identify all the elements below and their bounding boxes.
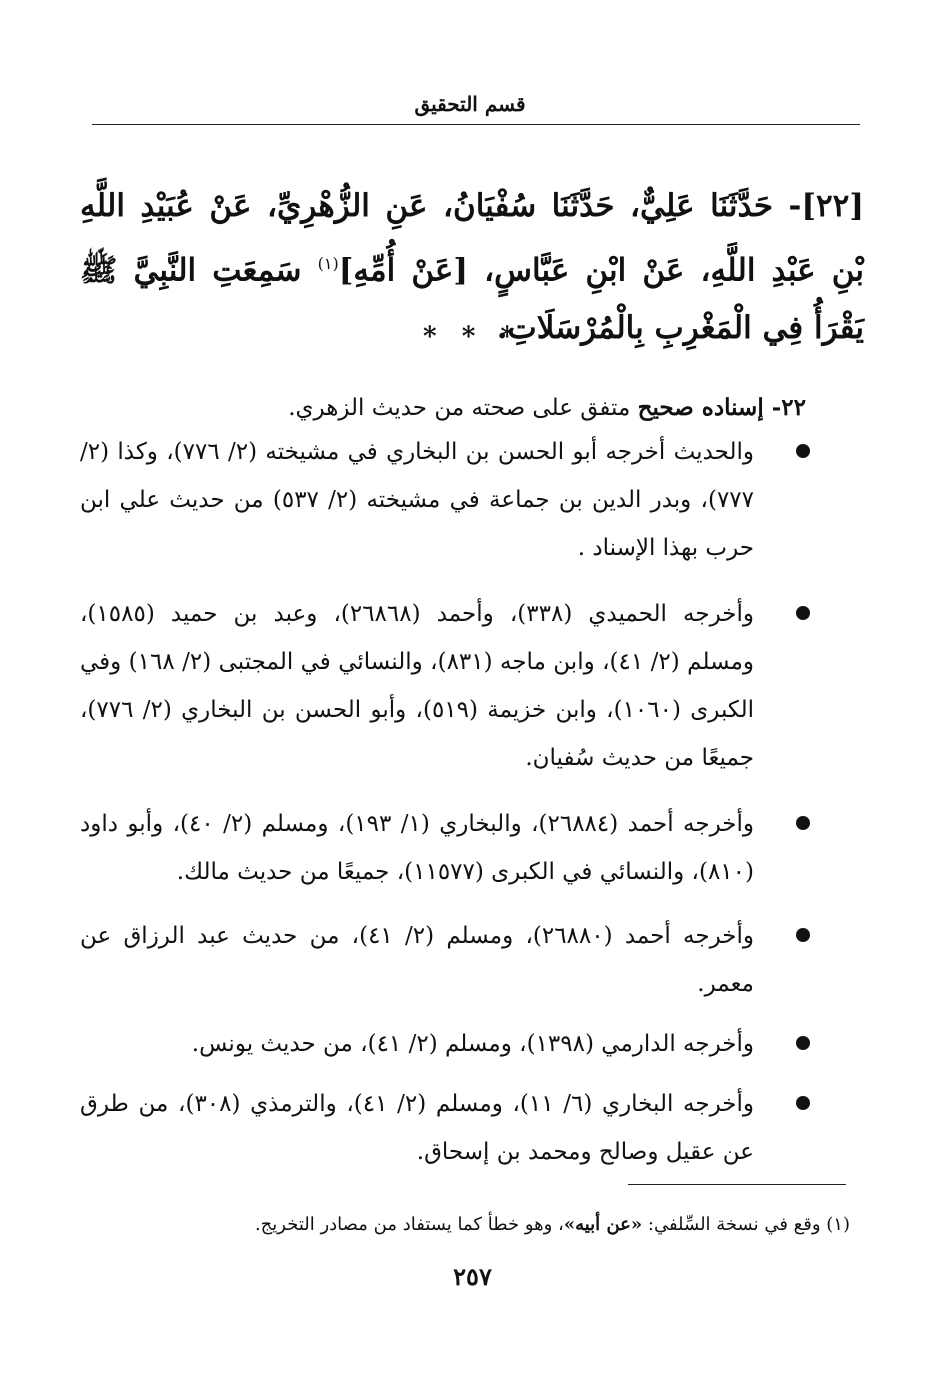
footnote-rest: ، وهو خطأ كما يستفاد من مصادر التخريج.	[254, 1214, 564, 1235]
list-item	[80, 912, 810, 1008]
commentary-heading	[80, 385, 806, 431]
list-item-text: وأخرجه أحمد (٢٦٨٨٠)، ومسلم (٢/ ٤١)، من حديث عبد الرزاق عن معمر.	[80, 923, 754, 997]
commentary-rest: متفق على صحته من حديث الزهري.	[288, 395, 638, 421]
list-item	[80, 590, 810, 782]
footnote-quote: «عن أبيه»	[563, 1214, 643, 1235]
takhrij-list	[80, 428, 810, 1192]
footnote-marker: (١)	[317, 254, 339, 273]
hadith-text-end: سَمِعَتِ النَّبِيَّ ﷺ يَقْرَأُ فِي الْمَغْرِبِ بِالْمُرْسَلَاتِ.	[80, 252, 864, 347]
bullet-icon	[796, 816, 810, 830]
list-item-text: وأخرجه الدارمي (١٣٩٨)، ومسلم (٢/ ٤١)، من حديث يونس.	[191, 1031, 754, 1057]
footnote-text	[120, 1210, 850, 1240]
bullet-icon	[796, 1096, 810, 1110]
commentary-grade: إسناده صحيح	[637, 394, 772, 421]
list-item-text: وأخرجه البخاري (٦/ ١١)، ومسلم (٢/ ٤١)، والترمذي (٣٠٨)، من طرق عن عقيل وصالح ومحمد بن إسحاق.	[80, 1091, 754, 1165]
footnote-intro: (١) وقع في نسخة السِّلفي:	[642, 1214, 850, 1235]
footnote-divider	[628, 1184, 846, 1185]
list-item-text: وأخرجه أحمد (٢٦٨٨٤)، والبخاري (١/ ١٩٣)، ومسلم (٢/ ٤٠)، وأبو داود (٨١٠)، والنسائي في الكبرى (١١٥٧٧)، جميعًا من حديث مالك.	[80, 811, 755, 885]
list-item	[80, 428, 810, 572]
bullet-icon	[796, 1036, 810, 1050]
hadith-text-start: [٢٢]- حَدَّثَنَا عَلِيٌّ، حَدَّثَنَا سُفْيَانُ، عَنِ الزُّهْرِيِّ، عَنْ عُبَيْدِ اللَّهِ بْنِ عَبْدِ اللَّهِ، عَنْ ابْنِ عَبَّاسٍ، [عَنْ أُمِّهِ]	[80, 188, 864, 289]
bullet-icon	[796, 928, 810, 942]
list-item	[80, 1080, 810, 1176]
bullet-icon	[796, 444, 810, 458]
running-header-title: قسم التحقيق	[414, 92, 526, 116]
list-item	[80, 800, 810, 896]
list-item-text: وأخرجه الحميدي (٣٣٨)، وأحمد (٢٦٨٦٨)، وعبد بن حميد (١٥٨٥)، ومسلم (٢/ ٤١)، وابن ماجه (٨٣١)، والنسائي في المجتبى (٢/ ١٦٨) وفي الكبرى (١٠٦٠)، وابن خزيمة (٥١٩)، وأبو الحسن بن البخاري (٢/ ٧٧٦)، جميعًا من حديث سُفيان.	[80, 601, 755, 771]
list-item-text: والحديث أخرجه أبو الحسن بن البخاري في مشيخته (٢/ ٧٧٦)، وكذا (٢/ ٧٧٧)، وبدر الدين بن جماعة في مشيخته (٢/ ٥٣٧) من حديث علي ابن حرب بهذا الإسناد .	[80, 439, 755, 561]
section-separator: * * *	[423, 322, 522, 352]
page-number: ٢٥٧	[453, 1262, 492, 1291]
list-item	[80, 1020, 810, 1068]
header-divider	[92, 124, 860, 125]
commentary-number: ٢٢-	[771, 394, 806, 421]
bullet-icon	[796, 606, 810, 620]
